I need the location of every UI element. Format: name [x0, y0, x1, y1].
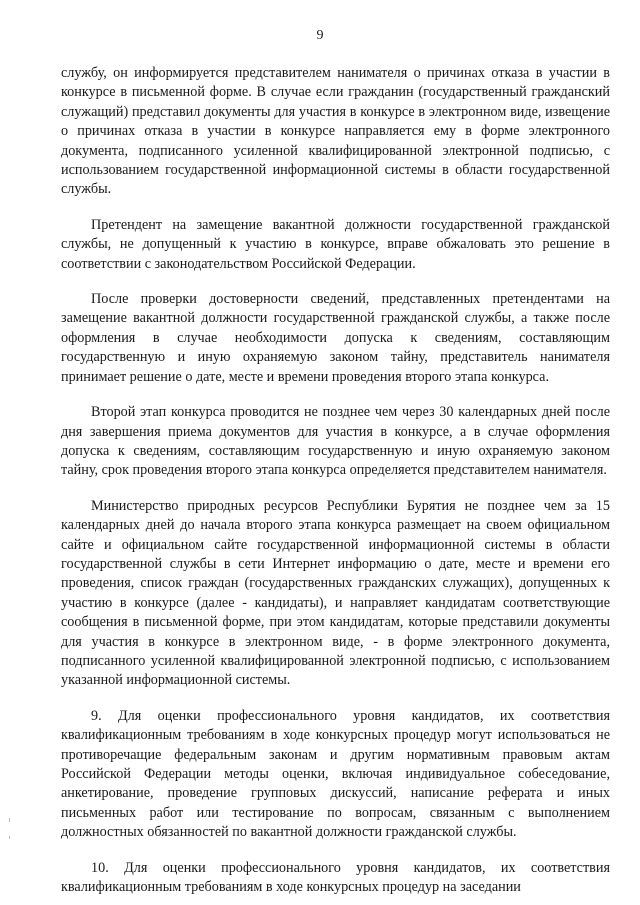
paragraph-second-stage-decision: После проверки достоверности сведений, представленных претендентами на замещение вакантной должности государственной гражданской службы, а также после оформления в случае необходимости допуска к сведениям, составляющим государственную и иную охраняемую законом тайну, представитель нанимателя принимает решение о дате, месте и времени проведения второго этапа конкурса.: [61, 291, 610, 385]
paragraph-second-stage-timing: Второй этап конкурса проводится не позднее чем через 30 календарных дней после дня завершения приема документов для участия в конкурсе, а в случае оформления допуска к сведениям, составляющим государственную и иную охраняемую законом тайну, срок проведения второго этапа конкурса определяется представителем нанимателя.: [61, 404, 610, 479]
paragraph-refusal-notice: службу, он информируется представителем нанимателя о причинах отказа в участии в конкурсе в письменной форме. В случае если гражданин (государственный гражданский служащий) представил документы для участия в конкурсе в электронном виде, извещение о причинах отказа в участии в конкурсе направляется ему в форме электронного документа, подписанного усиленной квалифицированной электронной подписью, с использованием государственной информационной системы в области государственной службы.: [61, 65, 610, 198]
paragraph-item-9: 9. Для оценки профессионального уровня кандидатов, их соответствия квалификационным требованиям в ходе конкурсных процедур могут использоваться не противоречащие федеральным законам и другим нормативным правовым актам Российской Федерации методы оценки, включая индивидуальное собеседование, анкетирование, проведение групповых дискуссий, написание реферата и иных письменных работ или тестирование по вопросам, связанным с выполнением должностных обязанностей по вакантной должности гражданской службы.: [61, 707, 610, 841]
document-body: [61, 64, 610, 897]
scan-margin-mark: [9, 818, 10, 822]
scan-margin-mark: [9, 836, 10, 839]
paragraph-ministry-notice: Министерство природных ресурсов Республики Бурятия не позднее чем за 15 календарных дней до начала второго этапа конкурса размещает на своем официальном сайте и официальном сайте государственной информационной системы в области государственной службы в сети Интернет информацию о дате, месте и времени его проведения, список граждан (государственных гражданских служащих), допущенных к участию в конкурсе (далее - кандидаты), и направляет кандидатам соответствующие сообщения в письменной форме, при этом кандидатам, которые представили документы для участия в конкурсе в электронном виде, - в форме электронного документа, подписанного усиленной квалифицированной электронной подписью, с использованием указанной информационной системы.: [61, 497, 610, 689]
page-number: 9: [316, 28, 324, 43]
paragraph-item-10: 10. Для оценки профессионального уровня кандидатов, их соответствия квалификационным требованиям в ходе конкурсных процедур на заседании: [61, 859, 610, 896]
paragraph-appeal-right: Претендент на замещение вакантной должности государственной гражданской службы, не допущенный к участию в конкурсе, вправе обжаловать это решение в соответствии с законодательством Российской Федерации.: [61, 216, 610, 272]
